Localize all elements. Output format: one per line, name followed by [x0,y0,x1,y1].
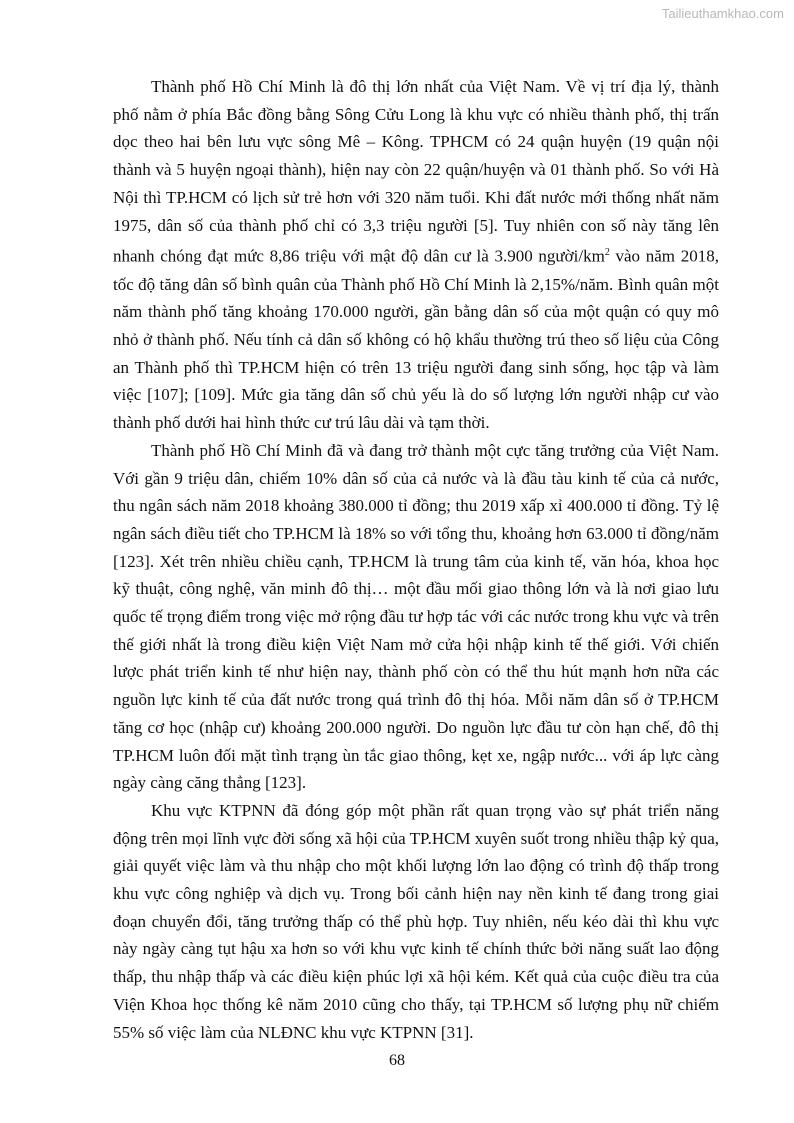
paragraph-1 [113,73,719,437]
paragraph-2: Thành phố Hồ Chí Minh đã và đang trở thành một cực tăng trưởng của Việt Nam. Với gần 9 triệu dân, chiếm 10% dân số của cả nước và là đầu tàu kinh tế của cả nước, thu ngân sách năm 2018 khoảng 380.000 tỉ đồng; thu 2019 xấp xỉ 400.000 tỉ đồng. Tỷ lệ ngân sách điều tiết cho TP.HCM là 18% so với tổng thu, khoảng hơn 63.000 tỉ đồng/năm [123]. Xét trên nhiều chiều cạnh, TP.HCM là trung tâm của kinh tế, văn hóa, khoa học kỹ thuật, công nghệ, văn minh đô thị… một đầu mối giao thông lớn và là nơi giao lưu quốc tế trọng điểm trong việc mở rộng đầu tư hợp tác với các nước trong khu vực và trên thế giới nhất là trong điều kiện Việt Nam mở cửa hội nhập kinh tế thế giới. Với chiến lược phát triển kinh tế như hiện nay, thành phố còn có thể thu hút mạnh hơn nữa các nguồn lực kinh tế của đất nước trong quá trình đô thị hóa. Mỗi năm dân số ở TP.HCM tăng cơ học (nhập cư) khoảng 200.000 người. Do nguồn lực đầu tư còn hạn chế, đô thị TP.HCM luôn đối mặt tình trạng ùn tắc giao thông, kẹt xe, ngập nước... với áp lực càng ngày càng căng thẳng [123]. [113,440,720,793]
document-body [113,73,719,1046]
watermark: Tailieuthamkhao.com [661,6,784,21]
paragraph-1-text-a: Thành phố Hồ Chí Minh là đô thị lớn nhất của Việt Nam. Về vị trí địa lý, thành phố nằm ở phía Bắc đồng bằng Sông Cửu Long là khu vực có nhiều thành phố, thị trấn dọc theo hai bên lưu vực sông Mê – Kông. TPHCM có 24 quận huyện (19 quận nội thành và 5 huyện ngoại thành), hiện nay còn 22 quận/huyện và 01 thành phố. So với Hà Nội thì TP.HCM có lịch sử trẻ hơn với 320 năm tuổi. Khi đất nước mới thống nhất năm 1975, dân số của thành phố chỉ có 3,3 triệu người [5]. Tuy nhiên con số này tăng lên nhanh chóng đạt mức 8,86 triệu với mật độ dân cư là 3.900 người/km [113,77,719,266]
superscript-2: 2 [604,247,610,259]
page-number: 68 [389,1052,405,1069]
paragraph-3: Khu vực KTPNN đã đóng góp một phần rất quan trọng vào sự phát triển năng động trên mọi lĩnh vực đời sống xã hội của TP.HCM xuyên suốt trong nhiều thập kỷ qua, giải quyết việc làm và thu nhập cho một khối lượng lớn lao động có trình độ thấp trong khu vực công nghiệp và dịch vụ. Trong bối cảnh hiện nay nền kinh tế đang trong giai đoạn chuyển đổi, tăng trưởng thấp có thể phù hợp. Tuy nhiên, nếu kéo dài thì khu vực này ngày càng tụt hậu xa hơn so với khu vực kinh tế chính thức bởi năng suất lao động thấp, thu nhập thấp và các điều kiện phúc lợi xã hội kém. Kết quả của cuộc điều tra của Viện Khoa học thống kê năm 2010 cũng cho thấy, tại TP.HCM số lượng phụ nữ chiếm 55% số việc làm của NLĐNC khu vực KTPNN [31]. [113,800,719,1042]
paragraph-1-text-b: vào năm 2018, tốc độ tăng dân số bình quân của Thành phố Hồ Chí Minh là 2,15%/năm. Bình quân một năm thành phố tăng khoảng 170.000 người, gần bằng dân số của một quận có quy mô nhỏ ở thành phố. Nếu tính cả dân số không có hộ khẩu thường trú theo số liệu của Công an Thành phố thì TP.HCM hiện có trên 13 triệu người đang sinh sống, học tập và làm việc [107]; [109]. Mức gia tăng dân số chủ yếu là do số lượng lớn người nhập cư vào thành phố dưới hai hình thức cư trú lâu dài và tạm thời. [113,246,719,433]
